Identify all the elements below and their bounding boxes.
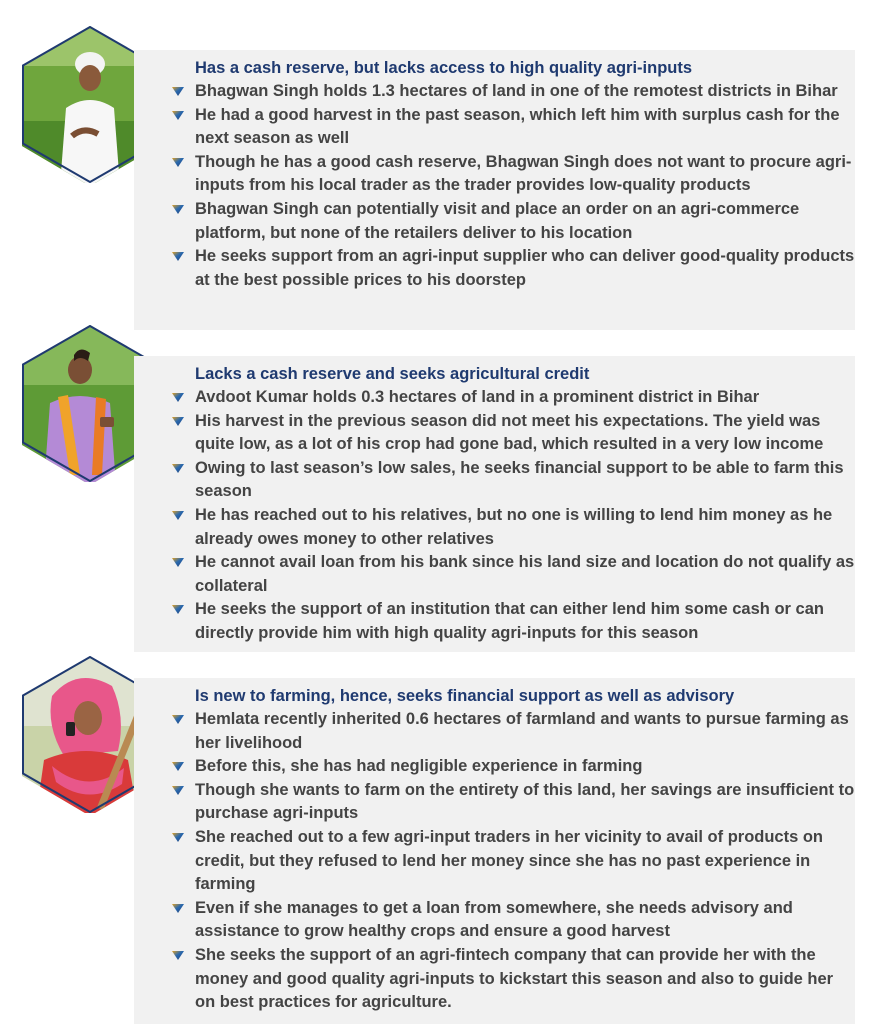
profile-bullet-list xyxy=(171,708,855,1015)
list-item xyxy=(171,104,855,151)
list-item xyxy=(171,779,855,826)
list-item xyxy=(171,826,855,897)
bullet-text: He had a good harvest in the past season, which left him with surplus cash for the next season as well xyxy=(195,105,840,148)
list-item xyxy=(171,457,855,504)
profile-title: Is new to farming, hence, seeks financial support as well as advisory xyxy=(195,687,735,705)
chevron-down-arrow-icon xyxy=(171,508,185,522)
list-item xyxy=(171,245,855,292)
list-item xyxy=(171,551,855,598)
list-item xyxy=(171,198,855,245)
list-item xyxy=(171,897,855,944)
list-item xyxy=(171,80,855,104)
profile-title: Has a cash reserve, but lacks access to high quality agri-inputs xyxy=(195,59,693,77)
chevron-down-arrow-icon xyxy=(171,249,185,263)
bullet-text: She seeks the support of an agri-fintech company that can provide her with the money and good quality agri-inputs to kickstart this season and also to guide her on best practices for agriculture. xyxy=(195,945,834,1012)
profile-title: Lacks a cash reserve and seeks agricultural credit xyxy=(195,365,590,383)
list-item xyxy=(171,151,855,198)
bullet-text: Bhagwan Singh holds 1.3 hectares of land in one of the remotest districts in Bihar xyxy=(195,82,838,100)
bullet-text: He seeks support from an agri-input supplier who can deliver good-quality products at the best possible prices to his doorstep xyxy=(195,247,855,289)
chevron-down-arrow-icon xyxy=(171,390,185,404)
chevron-down-arrow-icon xyxy=(171,202,185,216)
bullet-text: Though she wants to farm on the entirety of this land, her savings are insufficient to purchase agri-inputs xyxy=(195,780,855,823)
chevron-down-arrow-icon xyxy=(171,155,185,169)
chevron-down-arrow-icon xyxy=(171,948,185,962)
profile-card-2 xyxy=(134,356,855,652)
bullet-text: Hemlata recently inherited 0.6 hectares of farmland and wants to pursue farming as her livelihood xyxy=(195,710,849,752)
bullet-text: His harvest in the previous season did not meet his expectations. The yield was quite low, as a lot of his crop had gone bad, which resulted in a very low income xyxy=(195,411,824,454)
chevron-down-arrow-icon xyxy=(171,783,185,797)
list-item xyxy=(171,944,855,1015)
list-item xyxy=(171,755,855,779)
bullet-text: She reached out to a few agri-input traders in her vicinity to avail of products on credit, but they refused to lend her money since she has no past experience in farming xyxy=(195,827,824,894)
list-item xyxy=(171,598,855,645)
bullet-text: Owing to last season’s low sales, he seeks financial support to be able to farm this season xyxy=(195,458,844,501)
chevron-down-arrow-icon xyxy=(171,602,185,616)
bullet-text: He has reached out to his relatives, but no one is willing to lend him money as he already owes money to other relatives xyxy=(195,505,833,548)
bullet-text: He cannot avail loan from his bank since his land size and location do not qualify as collateral xyxy=(195,553,855,595)
profile-bullet-list xyxy=(171,80,855,292)
profile-card-1 xyxy=(134,50,855,330)
bullet-text: Avdoot Kumar holds 0.3 hectares of land in a prominent district in Bihar xyxy=(195,388,760,406)
chevron-down-arrow-icon xyxy=(171,555,185,569)
chevron-down-arrow-icon xyxy=(171,901,185,915)
chevron-down-arrow-icon xyxy=(171,461,185,475)
profile-bullet-list xyxy=(171,386,855,646)
bullet-text: Even if she manages to get a loan from somewhere, she needs advisory and assistance to grow healthy crops and ensure a good harvest xyxy=(195,898,793,941)
chevron-down-arrow-icon xyxy=(171,84,185,98)
list-item xyxy=(171,504,855,551)
list-item xyxy=(171,386,855,410)
list-item xyxy=(171,708,855,755)
chevron-down-arrow-icon xyxy=(171,712,185,726)
bullet-text: Before this, she has had negligible experience in farming xyxy=(195,757,643,776)
bullet-text: Though he has a good cash reserve, Bhagwan Singh does not want to procure agri-inputs from his local trader as the trader provides low-quality products xyxy=(195,152,852,195)
chevron-down-arrow-icon xyxy=(171,759,185,773)
bullet-text: He seeks the support of an institution that can either lend him some cash or can directly provide him with high quality agri-inputs for this season xyxy=(195,600,824,642)
chevron-down-arrow-icon xyxy=(171,414,185,428)
chevron-down-arrow-icon xyxy=(171,108,185,122)
list-item xyxy=(171,410,855,457)
chevron-down-arrow-icon xyxy=(171,830,185,844)
bullet-text: Bhagwan Singh can potentially visit and place an order on an agri-commerce platform, but none of the retailers deliver to his location xyxy=(195,199,800,242)
profile-card-3 xyxy=(134,678,855,1024)
